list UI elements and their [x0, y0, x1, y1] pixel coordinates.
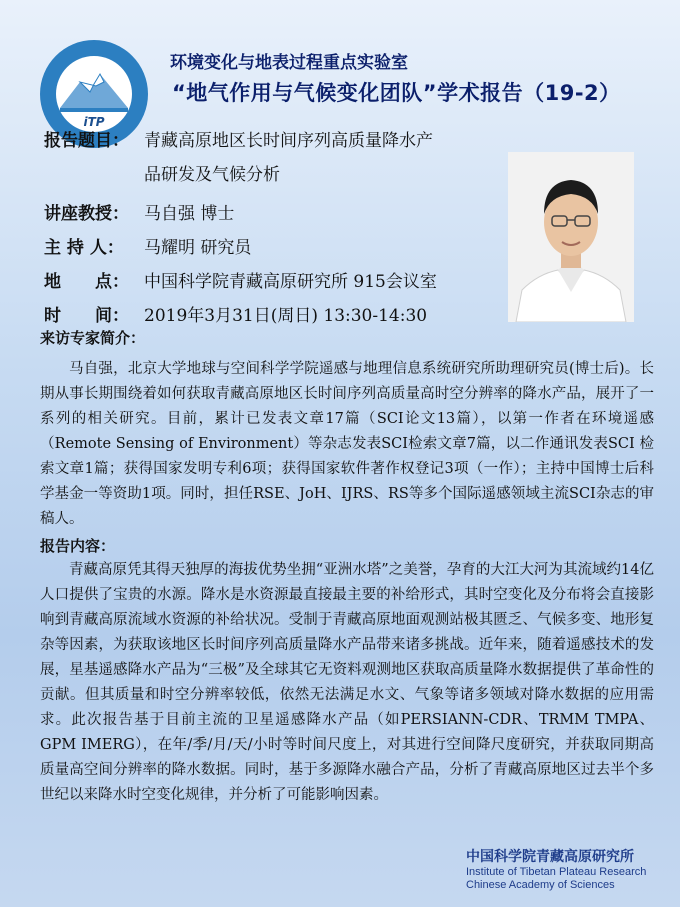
lab-title: 环境变化与地表过程重点实验室: [170, 53, 408, 73]
expert-bio: 马自强，北京大学地球与空间科学学院遥感与地理信息系统研究所助理研究员(博士后)。长期从事长期围绕着如何获取青藏高原地区长时间序列高质量高时空分辨率的降水产品，展开了一系列的相关研究。目前，累计已发表文章17篇（SCI论文13篇），以第一作者在环境遥感（Remote Sensing of Environment）等杂志发表SCI检索文章7篇，以二作通讯发表SCI 检索文章1篇；获得国家发明专利6项；获得国家软件著作权登记3项（一作）；主持中国博士后科学基金一等资助1项。同时，担任RSE、JoH、IJRS、RS等多个国际遥感领域主流SCI杂志的审稿人。: [40, 361, 654, 527]
expert-heading: 来访专家简介：: [40, 329, 146, 347]
info-value: 马耀明 研究员: [144, 238, 252, 258]
info-key: 时 间：: [44, 306, 129, 326]
info-value: 中国科学院青藏高原研究所 915会议室: [144, 272, 437, 292]
info-row-location: [44, 267, 437, 292]
info-row-time: [44, 301, 427, 326]
info-key: 讲座教授：: [44, 204, 129, 224]
content-text: 青藏高原凭其得天独厚的海拔优势坐拥“亚洲水塔”之美誉，孕育的大江大河为其流域约14亿人口提供了宝贵的水源。降水是水资源最直接最主要的补给形式，其时空变化及分布将会直接影响到青藏高原流域水资源的补给状况。受制于青藏高原地面观测站极其匮乏、气候多变、地形复杂等因素，为获取该地区长时间序列高质量降水产品带来诸多挑战。近年来，随着遥感技术的发展，星基遥感降水产品为“三极”及全球其它无资料观测地区获取高质量降水数据提供了革命性的贡献。但其质量和时空分辨率较低，依然无法满足水文、气象等诸多领域对降水数据的应用需求。此次报告基于目前主流的卫星遥感降水产品（如PERSIANN-CDR、TRMM TMPA、GPM IMERG），在年/季/月/天/小时等时间尺度上，对其进行空间降尺度研究，并获取同期高质量高空间分辨率的降水数据。同时，基于多源降水融合产品，分析了青藏高原地区过去半个多世纪以来降水时空变化规律，并分析了可能影响因素。: [40, 562, 654, 803]
info-value: 2019年3月31日(周日) 13:30-14:30: [144, 306, 428, 326]
footer-logo: [466, 846, 646, 892]
info-key: 地 点：: [44, 272, 129, 292]
info-value: 青藏高原地区长时间序列高质量降水产: [144, 131, 433, 151]
info-value: 马自强 博士: [144, 204, 235, 224]
info-row-speaker: [44, 199, 234, 224]
speaker-photo: [508, 152, 634, 322]
info-value: 品研发及气候分析: [144, 165, 280, 185]
info-key: 报告题目：: [44, 131, 129, 151]
info-row-topic-cont: [144, 160, 280, 185]
content-heading: 报告内容：: [40, 537, 116, 555]
footer-en-1: Institute of Tibetan Plateau Research: [466, 866, 647, 878]
info-row-topic: [44, 126, 433, 151]
info-row-host: [44, 233, 251, 258]
logo-abbr: iTP: [83, 115, 105, 129]
report-title: “地气作用与气候变化团队”学术报告（19-2）: [172, 81, 621, 105]
info-key: 主 持 人：: [44, 238, 124, 258]
footer-cn: 中国科学院青藏高原研究所: [466, 849, 634, 865]
footer-en-2: Chinese Academy of Sciences: [466, 879, 615, 891]
